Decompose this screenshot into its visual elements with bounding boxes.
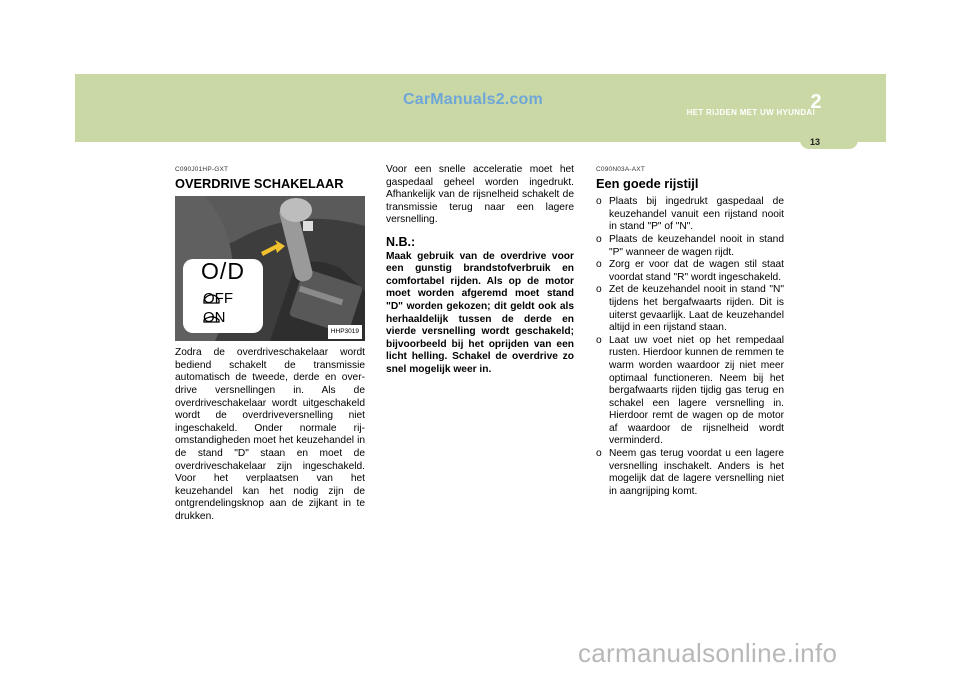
chapter-number: 2 — [810, 91, 822, 113]
overdrive-description: Zodra de overdriveschakelaar wordt bediend schakelt de transmissie automatisch de tweede, derde en over-drive versnellingen in. Als de overdriveschakelaar wordt uitgeschakeld wordt de overdriveversnelling niet ingeschakeld. Onder normale rij-omstandigheden moet het keuzehandel in de stand "D" staan en moet de overdriveschakelaar zijn ingeschakeld. Voor het verplaatsen van het keuzehandel kan het nodig zijn de ontgrendelingsknop aan de zijkant in te drukken. — [175, 347, 365, 522]
section-title-overdrive: OVERDRIVE SCHAKELAAR — [175, 175, 344, 191]
list-item — [596, 284, 784, 334]
od-on-row — [203, 309, 226, 327]
driving-tips-list — [596, 196, 784, 498]
section-code: C090N03A-AXT — [596, 166, 646, 173]
list-item-text: Neem gas terug voordat u een lagere versnelling inschakelt. Anders is het mogelijk dat de lagere versnelling niet in aangrijping komt. — [609, 448, 784, 497]
list-bullet: o — [596, 196, 602, 208]
list-item-text: Plaats bij ingedrukt gaspedaal de keuzehandel vanuit een rijstand nooit in stand "P" of "N". — [609, 196, 784, 233]
list-item-text: Zorg er voor dat de wagen stil staat voordat stand "R" wordt ingeschakeld. — [609, 259, 784, 283]
page-number: 13 — [809, 137, 820, 147]
switch-on-icon — [203, 312, 220, 323]
watermark-carmanualsonline[interactable]: carmanualsonline.info — [578, 638, 838, 668]
figure-code: HHP3019 — [328, 325, 362, 340]
list-bullet: o — [596, 448, 602, 460]
overdrive-switch-figure — [175, 196, 365, 341]
list-item — [596, 234, 784, 259]
od-label: O/D — [201, 258, 245, 285]
list-bullet: o — [596, 284, 602, 296]
acceleration-text: Voor een snelle acceleratie moet het gaspedaal geheel worden ingedrukt. Afhankelijk van de rijsnelheid schakelt de transmissie terug naar een lagere versnelling. — [386, 164, 574, 226]
od-off-row — [203, 290, 233, 308]
list-item — [596, 448, 784, 498]
column-acceleration — [386, 164, 574, 377]
list-item — [596, 259, 784, 284]
od-off-text: OFF — [203, 290, 233, 308]
chapter-title: HET RIJDEN MET UW HYUNDAI — [686, 108, 815, 117]
list-item — [596, 196, 784, 234]
list-item-text: Laat uw voet niet op het rempedaal rusten. Hierdoor kunnen de remmen te warm worden waardoor zij niet meer optimaal functioneren. Neem bij het bergafwaarts rijden tijdig gas terug en schakel een lagere versnelling in. Hierdoor remt de wagen op de motor af waardoor de rijsnelheid wordt verminderd. — [609, 334, 784, 447]
list-bullet: o — [596, 259, 602, 271]
section-code: C090J01HP-GXT — [175, 166, 229, 173]
column-overdrive — [175, 164, 365, 524]
od-switch-callout — [183, 259, 263, 333]
list-bullet: o — [596, 233, 602, 245]
list-item-text: Zet de keuzehandel nooit in stand "N" tijdens het bergafwaarts rijden. Dit is uiterst gevaarlijk. Laat de keuzehandel altijd in een rijstand staan. — [609, 284, 784, 334]
section-title-driving-style: Een goede rijstijl — [596, 175, 699, 191]
watermark-carmanuals2[interactable]: CarManuals2.com — [403, 91, 543, 108]
list-item — [596, 335, 784, 448]
column-driving-style — [596, 164, 784, 498]
od-on-text: ON — [203, 309, 226, 327]
list-bullet: o — [596, 334, 602, 346]
note-title: N.B.: — [386, 234, 416, 249]
switch-off-icon — [203, 293, 220, 304]
note-body: Maak gebruik van de overdrive voor een gunstig brandstofverbruik en comfortabel rijden. Als op de motor moet worden afgeremd moet stand "D" worden gekozen; dit geldt ook als herhaaldelijk tussen de derde en vierde versnelling wordt geschakeld; bijvoorbeeld bij het oprijden van een licht helling. Schakel de overdrive zo snel mogelijk weer in. — [386, 250, 574, 375]
list-item-text: Plaats de keuzehandel nooit in stand "P" wanneer de wagen rijdt. — [609, 233, 784, 258]
